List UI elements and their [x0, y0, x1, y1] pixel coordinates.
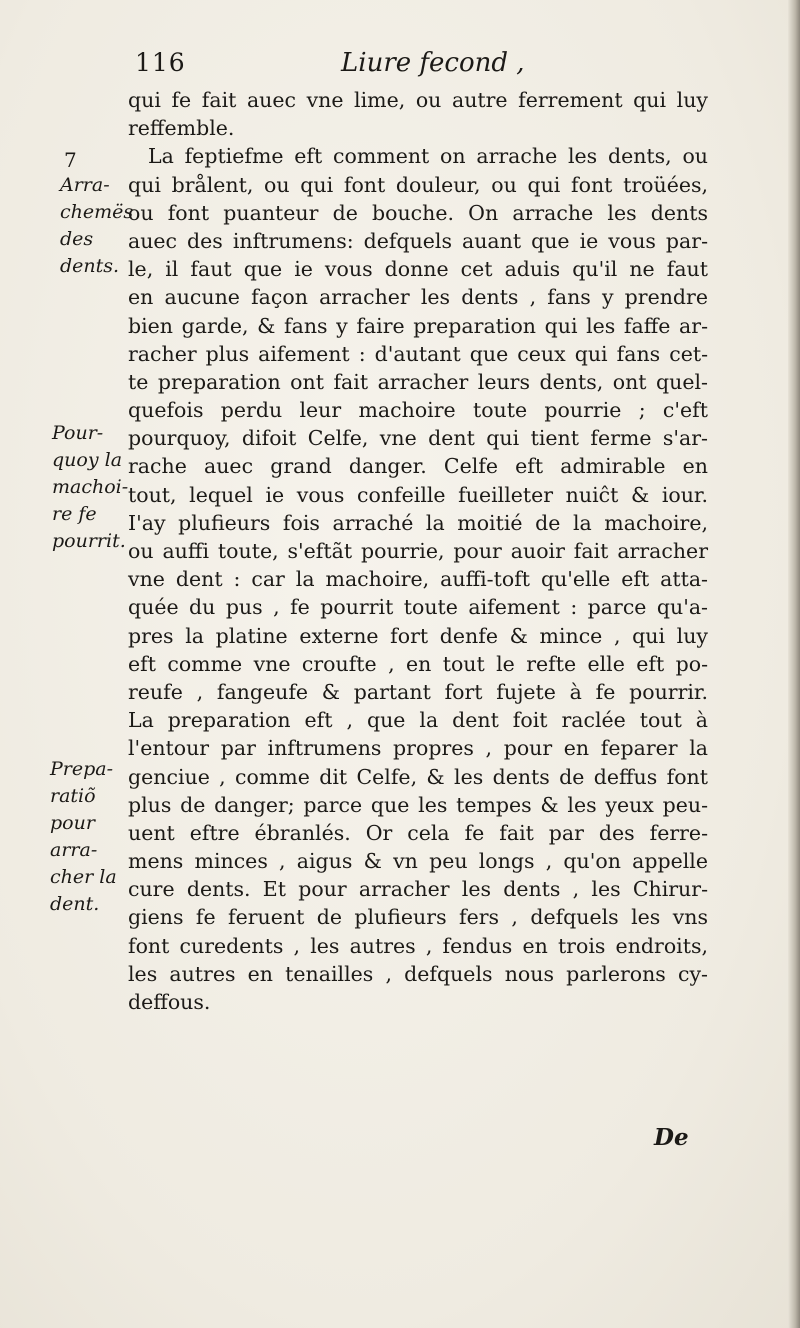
text-line: quée du pus , fe pourrit toute aifement : parce qu'a-	[128, 595, 708, 620]
margin-note-line: ratiõ	[50, 785, 96, 807]
text-line: tout, lequel ie vous confeille fueilleter nuiĉt & iour.	[128, 482, 708, 507]
margin-note-line: machoi-	[52, 476, 129, 498]
page-edge	[788, 0, 800, 1328]
text-line: eft comme vne croufte , en tout le refte elle eft po-	[128, 651, 708, 676]
text-line: deffous.	[128, 990, 211, 1014]
margin-note-line: Arra-	[60, 174, 110, 196]
text-line: La preparation eft , que la dent foit raclée tout à	[128, 708, 708, 733]
page-header	[135, 48, 715, 82]
margin-note-number: 7	[64, 148, 77, 172]
text-line: plus de danger; parce que les tempes & les yeux peu-	[128, 792, 708, 817]
margin-note-line: Prepa-	[50, 758, 114, 780]
text-line: rache auec grand danger. Celfe eft admirable en	[128, 454, 708, 479]
margin-note-preparation	[50, 756, 117, 918]
margin-note-line: chemës	[60, 201, 134, 223]
text-line: pourquoy, difoit Celfe, vne dent qui tient ferme s'ar-	[128, 426, 708, 451]
text-line: auec des inftrumens: defquels auant que ie vous par-	[128, 228, 708, 253]
text-line: cure dents. Et pour arracher les dents , les Chirur-	[128, 877, 708, 902]
running-title: Liure fecond ,	[341, 48, 525, 78]
text-line: ou font puanteur de bouche. On arrache les dents	[128, 200, 708, 225]
margin-note-line: cher la	[50, 866, 117, 888]
page-number: 116	[135, 48, 186, 77]
text-line: genciue , comme dit Celfe, & les dents de deffus font	[128, 764, 708, 789]
text-line: reufe , fangeufe & partant fort fujete à fe pourrir.	[128, 679, 708, 704]
catchword: De	[654, 1124, 689, 1151]
margin-note-line: quoy la	[52, 449, 123, 471]
text-line: racher plus aifement : d'autant que ceux qui fans cet-	[128, 341, 708, 366]
text-line: en aucune façon arracher les dents , fans y prendre	[128, 285, 708, 310]
text-line: le, il faut que ie vous donne cet aduis qu'il ne faut	[128, 257, 708, 282]
text-line: les autres en tenailles , defquels nous parlerons cy-	[128, 961, 708, 986]
margin-note-line: pour	[50, 812, 95, 834]
margin-note-line: dent.	[50, 893, 100, 915]
margin-note-line: re fe	[52, 503, 97, 525]
margin-note-line: arra-	[50, 839, 98, 861]
text-line: te preparation ont fait arracher leurs dents, ont quel-	[128, 369, 708, 394]
text-line: mens minces , aigus & vn peu longs , qu'on appelle	[128, 849, 708, 874]
text-line: vne dent : car la machoire, auffi-toft qu'elle eft atta-	[128, 567, 708, 592]
margin-note-line: des	[60, 228, 94, 250]
text-line: l'entour par inftrumens propres , pour en feparer la	[128, 736, 708, 761]
text-line: I'ay plufieurs fois arraché la moitié de la machoire,	[128, 510, 708, 535]
body-text	[120, 86, 708, 1016]
text-line: quefois perdu leur machoire toute pourrie ; c'eft	[128, 398, 708, 423]
text-line: qui fe fait auec vne lime, ou autre ferrement qui luy	[128, 88, 708, 112]
margin-note-line: dents.	[60, 255, 120, 277]
text-line: ou auffi toute, s'eftãt pourrie, pour auoir fait arracher	[128, 539, 708, 563]
text-line: reffemble.	[128, 116, 235, 141]
text-line: font curedents , les autres , fendus en trois endroits,	[128, 933, 708, 958]
margin-note-line: pourrit.	[52, 530, 126, 552]
text-line: giens fe feruent de plufieurs fers , defquels les vns	[128, 905, 708, 930]
margin-note-jaw	[52, 420, 128, 555]
text-line: uent eftre ébranlés. Or cela fe fait par des ferre-	[128, 820, 708, 845]
text-line: bien garde, & fans y faire preparation qui les faffe ar-	[128, 313, 708, 338]
text-line: qui brålent, ou qui font douleur, ou qui font troüées,	[128, 172, 708, 197]
text-line: La feptiefme eft comment on arrache les dents, ou	[148, 144, 708, 169]
margin-note-line: Pour-	[52, 422, 104, 444]
text-line: pres la platine externe fort denfe & mince , qui luy	[128, 623, 708, 648]
